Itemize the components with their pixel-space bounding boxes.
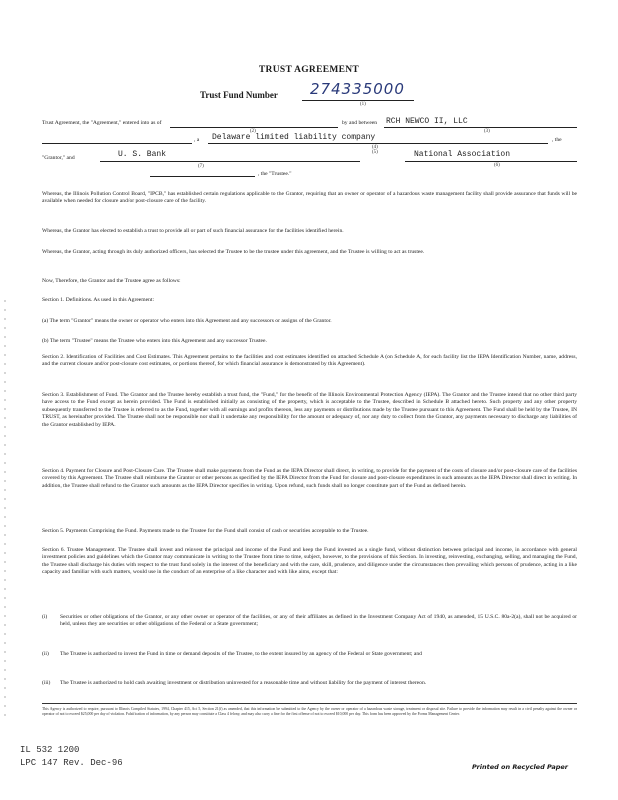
trust-fund-number-value[interactable]: 274335000 [310,80,405,98]
section-4-text: Section 4. Payment for Closure and Post-Closure Care. The Trustee shall make payments from the Fund as the IEPA Director shall direct, in writing, to provide for the payment of the costs of closure and/or post-closure care of the facilities covered by this Agreement. The Trustee shall reimburse the Grantor or other persons as specified by the IEPA Director from the Fund for closure and post-closure expenditures in such amounts as the IEPA Director shall direct in writing. In addition, the Trustee shall refund to the Grantor such amounts as the IEPA Director specifies in writing. Upon refund, such funds shall no longer constitute part of the Fund as defined herein. [42,468,577,489]
item-i-marker: (i) [42,614,48,620]
the-label: , the [552,137,562,143]
item-ii-marker: (ii) [42,651,49,657]
now-therefore-paragraph: Now, Therefore, the Grantor and the Trustee agree as follows: [42,278,181,284]
date-note: (2) [250,129,256,134]
grantor-name-value[interactable]: RCH NEWCO II, LLC [386,117,468,126]
entity-type-line [208,143,548,144]
trustee-cont-line [150,176,255,177]
section-2-text: Section 2. Identification of Facilities and Cost Estimates. This Agreement pertains to the facilities and cost estimates identified on attached Schedule A (on Schedule A, for each facility list the IEPA Identification Number, name, address, and the current closure and/or post-closure cost estimates, or portions thereof, for which financial assurance is demonstrated by this Agreement). [42,354,577,368]
trust-fund-number-label: Trust Fund Number [200,90,278,100]
trustee-type-value[interactable]: National Association [414,150,511,159]
document-title: TRUST AGREEMENT [258,65,360,75]
whereas-paragraph-1: Whereas, the Illinois Pollution Control Board, "IPCB," has established certain regulations applicable to the Grantor, requiring that an owner or operator of a hazardous waste management facility shall provide assurance that funds will be available when needed for closure and/or post-closure care of the facility. [42,191,577,205]
grantor-name-line [384,127,577,128]
trustee-type-note: (6) [494,163,500,168]
parties-intro: Trust Agreement, the "Agreement," entered into as of [42,120,162,126]
section-1a-text: (a) The term "Grantor" means the owner or operator who enters into this Agreement and any successors or assigns of the Grantor. [42,318,332,324]
trustee-type-line [405,161,577,162]
trustee-label: , the "Trustee." [258,171,292,177]
item-i-text: Securities or other obligations of the Grantor, or any other owner or operator of the facilities, or any of their affiliates as defined in the Investment Company Act of 1940, as amended, 15 U.S.C. 80a-2(a), shall not be acquired or held, unless they are securities or other obligations of the Federal or a State government; [60,614,577,628]
entity-note: (4) [372,145,378,150]
trustee-note: (5) [372,150,378,155]
section-5-text: Section 5. Payments Comprising the Fund. Payments made to the Trustee for the Fund shall consist of cash or securities acceptable to the Trustee. [42,528,369,534]
form-id-line-1: IL 532 1200 [20,745,80,755]
a-label: , a [194,137,200,143]
item-iii-marker: (iii) [42,680,51,686]
date-field-line[interactable] [170,127,338,128]
by-and-between-label: by and between [342,120,378,126]
legal-footnote: This Agency is authorized to require, pursuant to Illinois Compiled Statutes, 1994, Chapter 415, Act 5, Section 21(f) as amended, that this information be submitted to the Agency by the owner or operator of a hazardous waste storage, treatment or disposal site. Failure to provide the information may result in a civil penalty against the owner or operator of not to exceed $25,000 per day of violation. Falsification of information, by any person may constitute a Class 4 felony, and may also carry a fine for the first offense of not to exceed $10,000 per day. This form has been approved by the Forms Management Center. [42,707,577,716]
trustee-tail-note: (7) [198,164,204,169]
entity-type-value[interactable]: Delaware limited liability company [212,133,376,142]
scan-margin-marks [4,300,6,720]
section-6-text: Section 6. Trustee Management. The Trustee shall invest and reinvest the principal and income of the Fund and keep the Fund invested as a single fund, without distinction between principal and income, in accordance with general investment policies and guidelines which the Grantor may communicate in writing to the Trustee from time to time, subject, however, to the provisions of this Section. In investing, reinvesting, exchanging, selling, and managing the Fund, the Trustee shall discharge his duties with respect to the trust fund solely in the interest of the beneficiary and with the care, skill, prudence, and diligence under the circumstances then prevailing which persons of prudence, acting in a like capacity and familiar with such matters, would use in the conduct of an enterprise of a like character and with like aims, except that: [42,547,577,576]
item-iii-text: The Trustee is authorized to hold cash awaiting investment or distribution uninvested for a reasonable time and without liability for the payment of interest thereon. [60,680,427,686]
grantor-note: (3) [484,129,490,134]
section-3-text: Section 3. Establishment of Fund. The Grantor and the Trustee hereby establish a trust fund, the "Fund," for the benefit of the Illinois Environmental Protection Agency (IEPA). The Grantor and the Trustee intend that no other third party have access to the Fund except as herein provided. The Fund is established initially as consisting of the property, which is acceptable to the Trustee, described in Schedule B attached hereto. Such property and any other property subsequently transferred to the Trustee is referred to as the Fund, together with all earnings and profits thereon, less any payments or distributions made by the Trustee pursuant to this Agreement. The Fund shall be held by the Trustee, IN TRUST, as hereinafter provided. The Trustee shall not be responsible nor shall it undertake any responsibility for the amount or adequacy of, nor any duty to collect from the Grantor, any payments necessary to discharge any liabilities of the Grantor established by IEPA. [42,392,577,428]
trustee-name-line [100,161,360,162]
trust-fund-number-line [302,100,414,101]
grantor-label: "Grantor," and [42,155,75,161]
fund-note: (1) [360,102,366,107]
item-ii-text: The Trustee is authorized to invest the Fund in time or demand deposits of the Trustee, to the extent insured by an agency of the Federal or State government; and [60,651,422,657]
whereas-paragraph-3: Whereas, the Grantor, acting through its duly authorized officers, has selected the Trustee to be the trustee under this agreement, and the Trustee is willing to act as trustee. [42,249,425,255]
section-1b-text: (b) The term "Trustee" means the Trustee who enters into this Agreement and any successor Trustee. [42,338,267,344]
grantor-cont-line [42,143,192,144]
section-1-heading: Section 1. Definitions. As used in this Agreement: [42,297,155,303]
recycled-paper-note: Printed on Recycled Paper [472,763,568,771]
form-id-line-2: LPC 147 Rev. Dec-96 [20,758,123,768]
footnote-separator [42,703,577,704]
whereas-paragraph-2: Whereas, the Grantor has elected to establish a trust to provide all or part of such financial assurance for the facilities identified herein. [42,228,344,234]
trustee-name-value[interactable]: U. S. Bank [118,150,167,159]
